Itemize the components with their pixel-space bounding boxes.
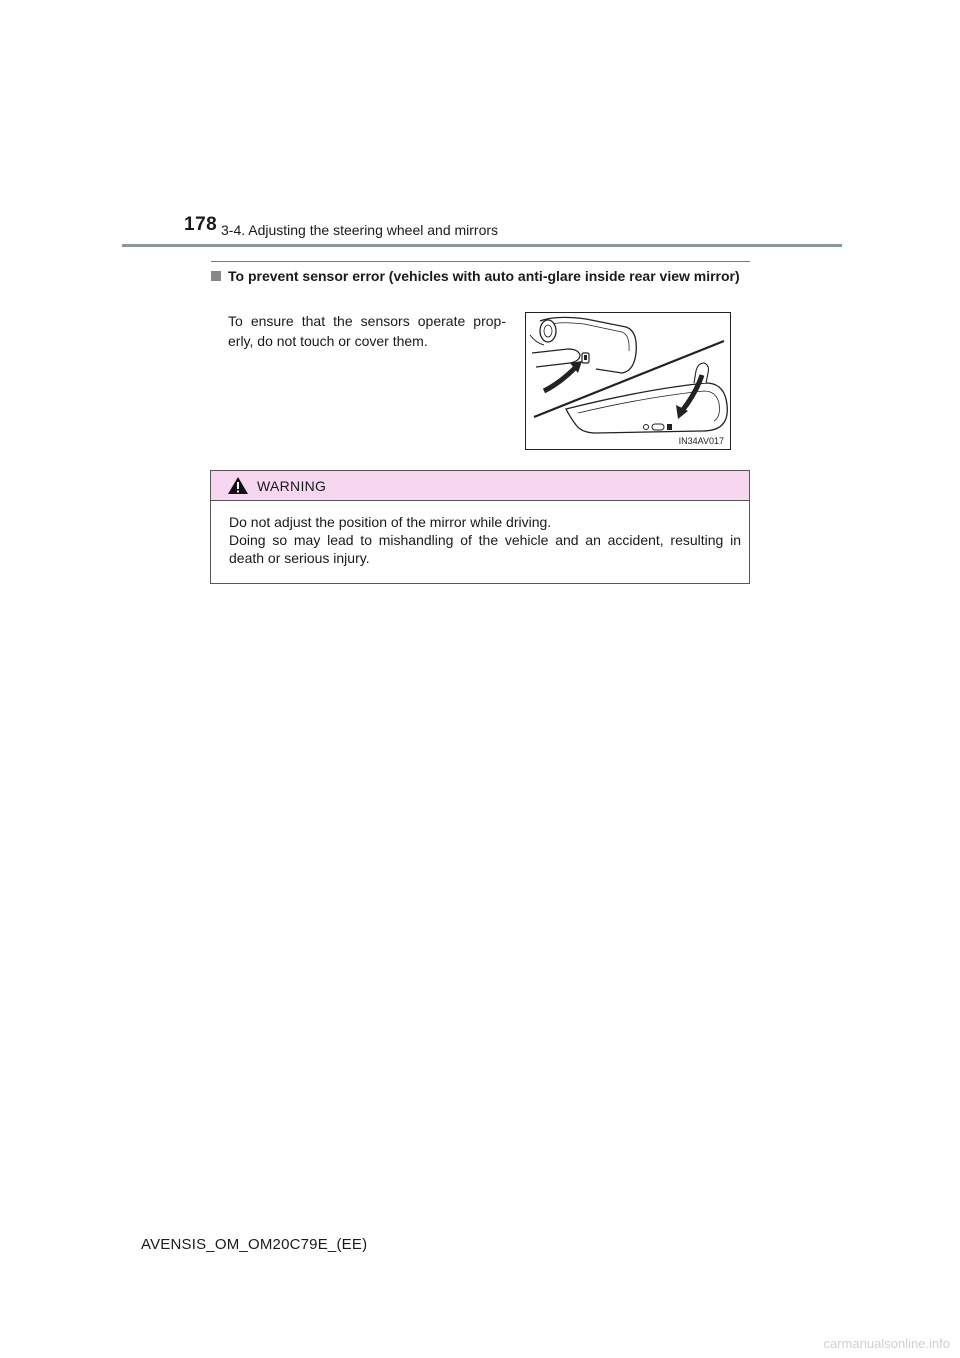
figure-code: IN34AV017 <box>678 436 724 446</box>
topic-body: To ensure that the sensors operate prop-erly, do not touch or cover them. <box>228 313 506 349</box>
page-number: 178 <box>184 214 218 235</box>
warning-line: Doing so may lead to mishandling of the vehicle and an accident, resulting in death or serious injury. <box>229 532 741 566</box>
header-divider <box>122 244 842 247</box>
warning-box <box>210 470 750 584</box>
topic-divider <box>211 261 750 262</box>
section-title: 3-4. Adjusting the steering wheel and mirrors <box>221 222 499 238</box>
document-id: AVENSIS_OM_OM20C79E_(EE) <box>141 1236 368 1253</box>
mirror-illustration <box>525 312 731 450</box>
square-bullet-icon <box>211 271 221 281</box>
warning-label: WARNING <box>257 478 327 494</box>
topic-title: To prevent sensor error (vehicles with auto anti-glare inside rear view mirror) <box>228 268 740 284</box>
warning-line: Do not adjust the position of the mirror while driving. <box>229 514 552 530</box>
warning-body <box>229 513 741 567</box>
warning-triangle-icon <box>227 476 249 495</box>
warning-header <box>211 471 749 501</box>
watermark: carmanualsonline.info <box>823 1336 950 1351</box>
mirror-sensor-drawing <box>526 313 732 451</box>
